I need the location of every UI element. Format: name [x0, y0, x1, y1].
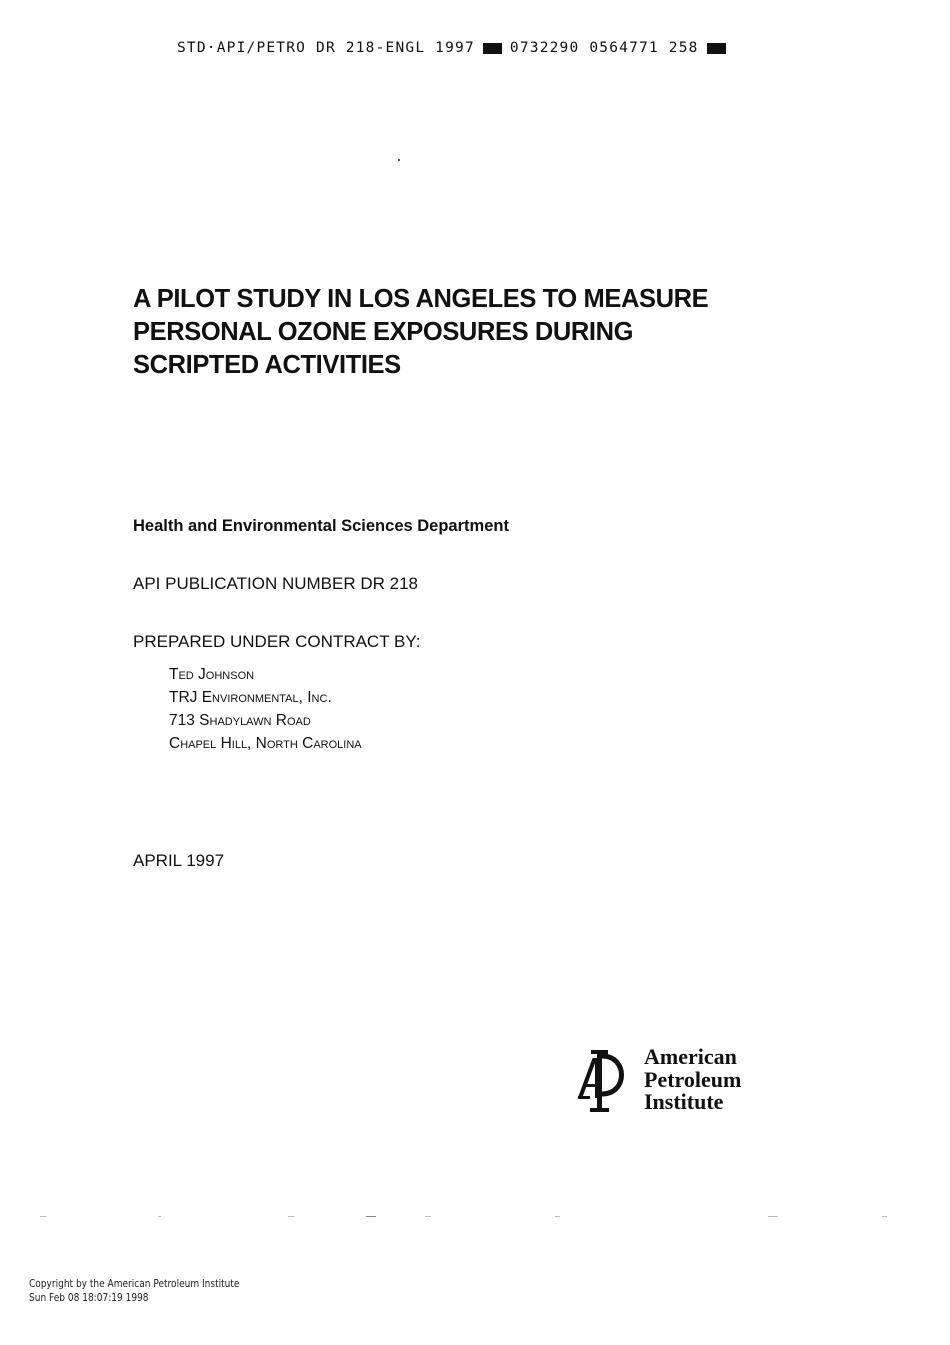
title-line: SCRIPTED ACTIVITIES [133, 351, 401, 379]
copyright-footer [29, 1277, 239, 1305]
api-logo [576, 1046, 741, 1116]
title-line: PERSONAL OZONE EXPOSURES DURING [133, 318, 634, 346]
publication-date: APRIL 1997 [133, 851, 225, 870]
black-bar-icon [483, 43, 502, 54]
title-line: A PILOT STUDY IN LOS ANGELES TO MEASURE [133, 285, 709, 313]
contractor-name: Ted Johnson [169, 666, 255, 683]
black-bar-icon [707, 43, 726, 54]
api-logo-icon [576, 1046, 632, 1116]
contractor-company: TRJ Environmental, Inc. [169, 689, 332, 706]
copyright-text: Copyright by the American Petroleum Institute [29, 1277, 240, 1290]
prepared-by-label: PREPARED UNDER CONTRACT BY: [133, 632, 421, 651]
document-header-code [177, 40, 726, 56]
header-code-number: 0732290 0564771 258 [509, 40, 699, 56]
scan-artifacts [0, 1216, 950, 1218]
contractor-city: Chapel Hill, North Carolina [169, 735, 362, 752]
contractor-address [169, 663, 362, 755]
logo-text [644, 1046, 741, 1114]
scan-speck [398, 159, 400, 161]
header-code-text: STD·API/PETRO DR 218-ENGL 1997 [177, 40, 475, 56]
department-name: Health and Environmental Sciences Department [133, 517, 509, 535]
publication-number: API PUBLICATION NUMBER DR 218 [133, 574, 418, 593]
logo-line: American [644, 1044, 737, 1069]
timestamp-text: Sun Feb 08 18:07:19 1998 [29, 1291, 149, 1304]
logo-line: Institute [644, 1089, 724, 1114]
document-title [133, 283, 708, 382]
logo-line: Petroleum [644, 1066, 742, 1092]
contractor-street: 713 Shadylawn Road [169, 712, 311, 729]
